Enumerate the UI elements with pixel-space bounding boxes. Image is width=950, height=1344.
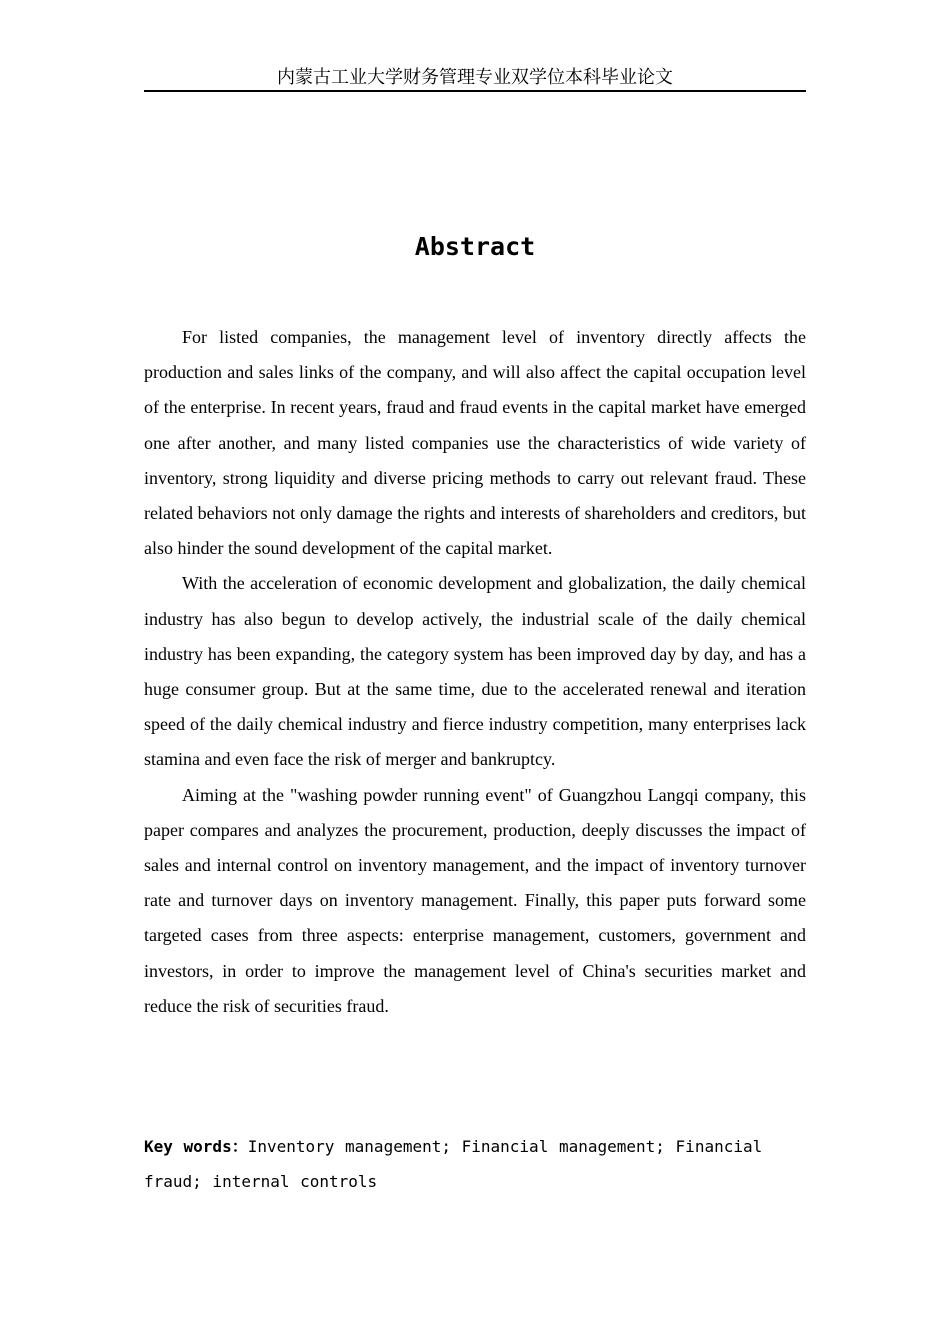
keywords-text: Inventory management; Financial management; Financial fraud; internal controls <box>144 1137 763 1191</box>
abstract-body <box>144 320 806 1024</box>
keywords-block <box>144 1129 806 1199</box>
abstract-paragraph-1: For listed companies, the management level of inventory directly affects the production and sales links of the company, and will also affect the capital occupation level of the enterprise. In recent years, fraud and fraud events in the capital market have emerged one after another, and many listed companies use the characteristics of wide variety of inventory, strong liquidity and diverse pricing methods to carry out relevant fraud. These related behaviors not only damage the rights and interests of shareholders and creditors, but also hinder the sound development of the capital market. <box>144 327 806 559</box>
abstract-paragraph-3: Aiming at the "washing powder running event" of Guangzhou Langqi company, this paper compares and analyzes the procurement, production, deeply discusses the impact of sales and internal control on inventory management, and the impact of inventory turnover rate and turnover days on inventory management. Finally, this paper puts forward some targeted cases from three aspects: enterprise management, customers, government and investors, in order to improve the management level of China's securities market and reduce the risk of securities fraud. <box>144 784 806 1016</box>
abstract-paragraph-2: With the acceleration of economic development and globalization, the daily chemical industry has also begun to develop actively, the industrial scale of the daily chemical industry has been expanding, the category system has been improved day by day, and has a huge consumer group. But at the same time, due to the accelerated renewal and iteration speed of the daily chemical industry and fierce industry competition, many enterprises lack stamina and even face the risk of merger and bankruptcy. <box>144 573 806 770</box>
abstract-title: Abstract <box>414 232 536 261</box>
running-header: 内蒙古工业大学财务管理专业双学位本科毕业论文 <box>144 66 806 92</box>
keywords-label: Key words： <box>144 1137 248 1156</box>
